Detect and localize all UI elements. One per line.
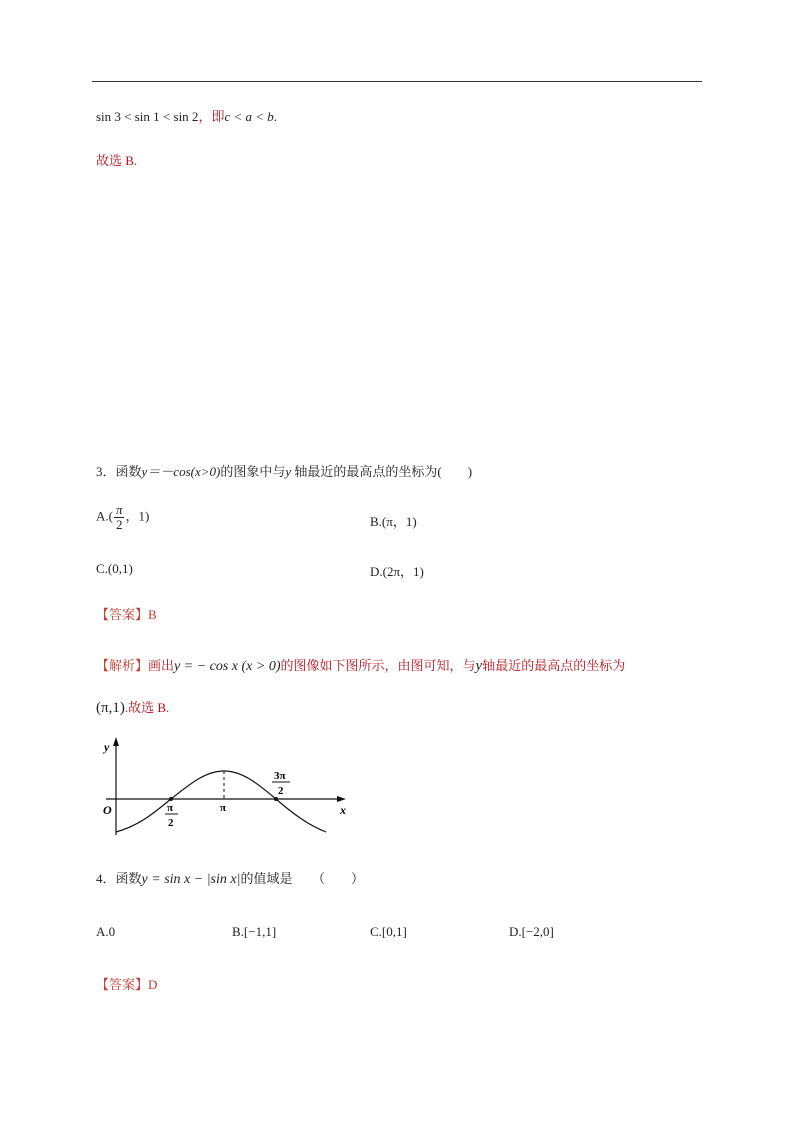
question-3-answer <box>96 604 157 623</box>
option-a-suffix: ，1) <box>125 508 150 524</box>
question-4-answer <box>96 974 157 993</box>
question-3-option-a <box>96 503 149 532</box>
conclusion-text: 故选 B. <box>96 153 138 168</box>
pi-half-point <box>169 797 173 801</box>
question-4-text-a: 函数 <box>115 871 142 886</box>
inequality-line <box>96 106 277 125</box>
question-3-option-b: B.(π，1) <box>370 514 417 529</box>
question-3-formula: y＝－cos(x>0) <box>141 464 221 479</box>
question-4-option-d: D.[−2,0] <box>509 924 554 939</box>
pi-half-den: 2 <box>168 817 174 829</box>
three-pi-half-den: 2 <box>278 785 284 797</box>
inequality-right: c < a < b <box>224 109 274 124</box>
analysis-tag: 【解析】 <box>96 658 149 673</box>
question-4-option-c: C.[0,1] <box>370 924 407 939</box>
question-3-analysis <box>96 655 625 675</box>
answer-value: B <box>148 607 157 622</box>
origin-label: O <box>103 803 112 817</box>
option-a-numerator: π <box>115 502 123 517</box>
pi-label: π <box>220 802 227 814</box>
y-axis-arrow-icon <box>113 737 119 746</box>
question-3-analysis-line-2 <box>96 697 169 717</box>
y-axis-label: y <box>104 740 110 754</box>
option-a-prefix: A.( <box>96 508 113 524</box>
question-4-stem <box>96 868 364 888</box>
analysis-text-a: 画出 <box>148 658 175 673</box>
question-4-text-b: 的值域是 （ ） <box>240 871 364 886</box>
option-a-denominator: 2 <box>115 517 123 532</box>
analysis-text-b: 的图像如下图所示，由图可知，与 <box>280 658 476 673</box>
option-a-fraction <box>114 503 125 532</box>
question-4-formula: y = sin x − |sin x| <box>141 872 241 887</box>
pi-half-num: π <box>167 802 174 814</box>
header-rule <box>92 81 702 82</box>
analysis-point: (π,1) <box>96 700 125 716</box>
question-3-y-symbol: y <box>285 464 292 479</box>
inequality-end: . <box>273 109 278 124</box>
question-3-text-b: 的图象中与 <box>220 464 286 479</box>
analysis-formula: y = − cos x (x > 0) <box>174 659 281 674</box>
question-3-number: 3． <box>96 464 116 479</box>
question-4-number: 4． <box>96 871 116 886</box>
inequality-left: sin 3 < sin 1 < sin 2 <box>96 109 199 124</box>
question-4-option-a: A.0 <box>96 924 116 939</box>
inequality-sep: ，即 <box>198 109 225 124</box>
question-3-option-c: C.(0,1) <box>96 561 133 576</box>
analysis-y-symbol: y <box>475 658 483 674</box>
question-3-text-c: 轴最近的最高点的坐标为( ) <box>291 464 473 479</box>
question-3-stem <box>96 461 472 480</box>
question-3-text-a: 函数 <box>115 464 142 479</box>
analysis-text-d: .故选 B. <box>124 700 170 715</box>
answer-tag: 【答案】 <box>96 977 149 992</box>
cosine-graph-svg <box>96 735 356 840</box>
x-axis-label: x <box>340 803 346 817</box>
question-3-option-d: D.(2π，1) <box>370 564 424 579</box>
answer-value: D <box>148 977 158 992</box>
question-4-option-b: B.[−1,1] <box>232 924 277 939</box>
x-axis-arrow-icon <box>337 796 346 802</box>
analysis-text-c: 轴最近的最高点的坐标为 <box>482 658 626 673</box>
cosine-graph <box>96 735 356 845</box>
answer-tag: 【答案】 <box>96 607 149 622</box>
three-pi-half-point <box>274 797 278 801</box>
three-pi-half-num: 3π <box>274 770 286 782</box>
